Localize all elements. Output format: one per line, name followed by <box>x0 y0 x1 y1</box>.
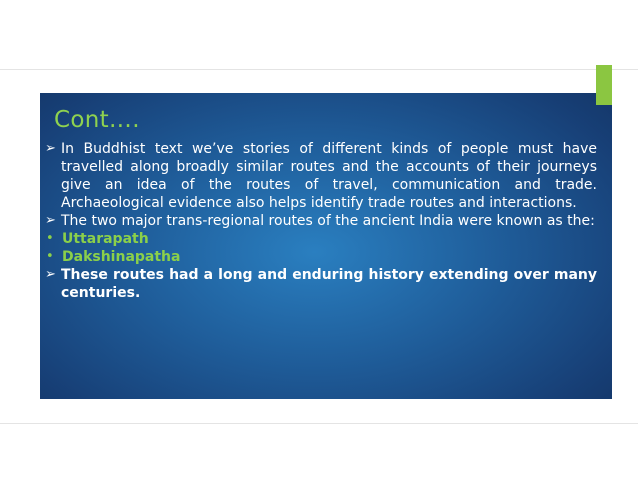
bullet-text: The two major trans-regional routes of the ancient India were known as the: <box>61 213 595 229</box>
arrow-bullet-icon: ➢ <box>45 267 56 282</box>
slide-title: Cont…. <box>54 107 140 133</box>
bullet-text: These routes had a long and enduring history extending over many centuries. <box>61 267 597 301</box>
arrow-bullet-icon: ➢ <box>45 213 56 228</box>
route-name-uttarapath: Uttarapath <box>62 231 149 247</box>
bullet-item <box>45 248 597 266</box>
accent-bar <box>596 65 612 105</box>
bullet-item <box>45 230 597 248</box>
slide-content <box>45 140 597 302</box>
arrow-bullet-icon: ➢ <box>45 141 56 156</box>
route-name-dakshinapatha: Dakshinapatha <box>62 249 181 265</box>
dot-bullet-icon: • <box>46 249 54 264</box>
bullet-item <box>45 212 597 230</box>
dot-bullet-icon: • <box>46 231 54 246</box>
bullet-item <box>45 140 597 212</box>
top-divider <box>0 69 638 70</box>
bullet-text: In Buddhist text we’ve stories of different kinds of people must have travelled along broadly similar routes and the accounts of their journeys give an idea of the routes of travel, communication and trade. Archaeological evidence also helps identify trade routes and interactions. <box>61 141 597 211</box>
bullet-item <box>45 266 597 302</box>
bottom-divider <box>0 423 638 424</box>
